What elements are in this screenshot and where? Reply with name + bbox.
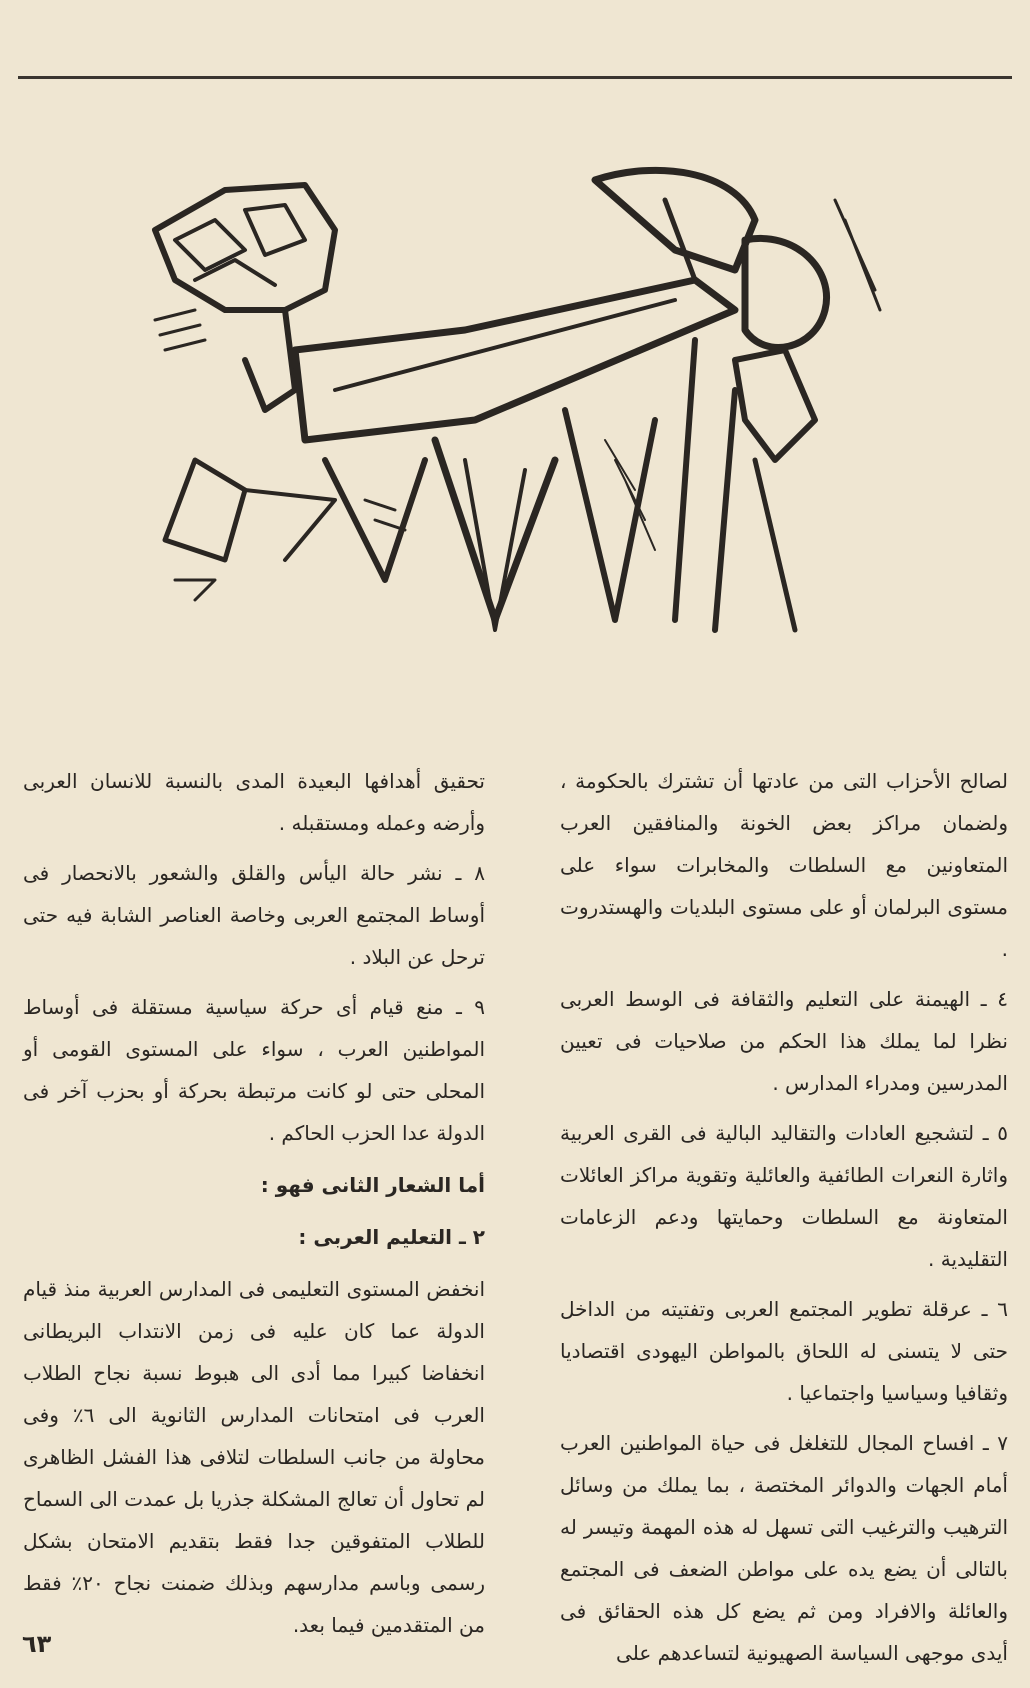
left-column (23, 760, 485, 1654)
paragraph: ٧ ـ افساح المجال للتغلغل فى حياة المواطنين العرب أمام الجهات والدوائر المختصة ، بما يملك من وسائل الترهيب والترغيب التى تسهل له هذه المهمة وتيسر له بالتالى أن يضع يده على مواطن الضعف فى المجتمع والعائلة والافراد ومن ثم يضع كل هذه الحقائق فى أيدى موجهى السياسة الصهيونية لتساعدهم على (560, 1431, 1008, 1665)
right-column (560, 760, 1008, 1682)
paragraph: لصالح الأحزاب التى من عادتها أن تشترك بالحكومة ، ولضمان مراكز بعض الخونة والمنافقين العرب المتعاونين مع السلطات والمخابرات سواء على مستوى البرلمان أو على مستوى البلديات والهستدروت . (560, 769, 1008, 961)
paragraph: ٨ ـ نشر حالة اليأس والقلق والشعور بالانحصار فى أوساط المجتمع العربى وخاصة العناصر الشابة فيه حتى ترحل عن البلاد . (23, 861, 485, 969)
section-heading: أما الشعار الثانى فهو : (260, 1173, 485, 1197)
paragraph: ٥ ـ لتشجيع العادات والتقاليد البالية فى القرى العربية واثارة النعرات الطائفية والعائلية وتقوية مراكز العائلات المتعاونة مع السلطات وحمايتها ودعم الزعامات التقليدية . (560, 1121, 1008, 1271)
woodcut-illustration (135, 160, 895, 635)
paragraph: انخفض المستوى التعليمى فى المدارس العربية منذ قيام الدولة عما كان عليه فى زمن الانتداب البريطانى انخفاضا كبيرا مما أدى الى هبوط نسبة نجاح الطلاب العرب فى امتحانات المدارس الثانوية الى ٦٪ وفى محاولة من جانب السلطات لتلافى هذا الفشل الظاهرى لم تحاول أن تعالج المشكلة جذريا بل عمدت الى السماح للطلاب المتفوقين جدا فقط بتقديم الامتحان بشكل رسمى وباسم مدارسهم وبذلك ضمنت نجاح ٢٠٪ فقط من المتقدمين فيما بعد. (23, 1277, 486, 1637)
page-number: ٦٣ (22, 1630, 52, 1658)
subsection-heading: ٢ ـ التعليم العربى : (298, 1225, 485, 1249)
top-rule (18, 76, 1012, 79)
paragraph: ٤ ـ الهيمنة على التعليم والثقافة فى الوسط العربى نظرا لما يملك هذا الحكم من صلاحيات فى تعيين المدرسين ومدراء المدارس . (560, 987, 1008, 1095)
paragraph: ٦ ـ عرقلة تطوير المجتمع العربى وتفتيته من الداخل حتى لا يتسنى له اللحاق بالمواطن اليهودى اقتصاديا وثقافيا وسياسيا واجتماعيا . (560, 1297, 1008, 1405)
paragraph: تحقيق أهدافها البعيدة المدى بالنسبة للانسان العربى وأرضه وعمله ومستقبله . (23, 769, 485, 835)
paragraph: ٩ ـ منع قيام أى حركة سياسية مستقلة فى أوساط المواطنين العرب ، سواء على المستوى القومى أو المحلى حتى لو كانت مرتبطة بحركة أو بحزب آخر فى الدولة عدا الحزب الحاكم . (23, 995, 485, 1145)
